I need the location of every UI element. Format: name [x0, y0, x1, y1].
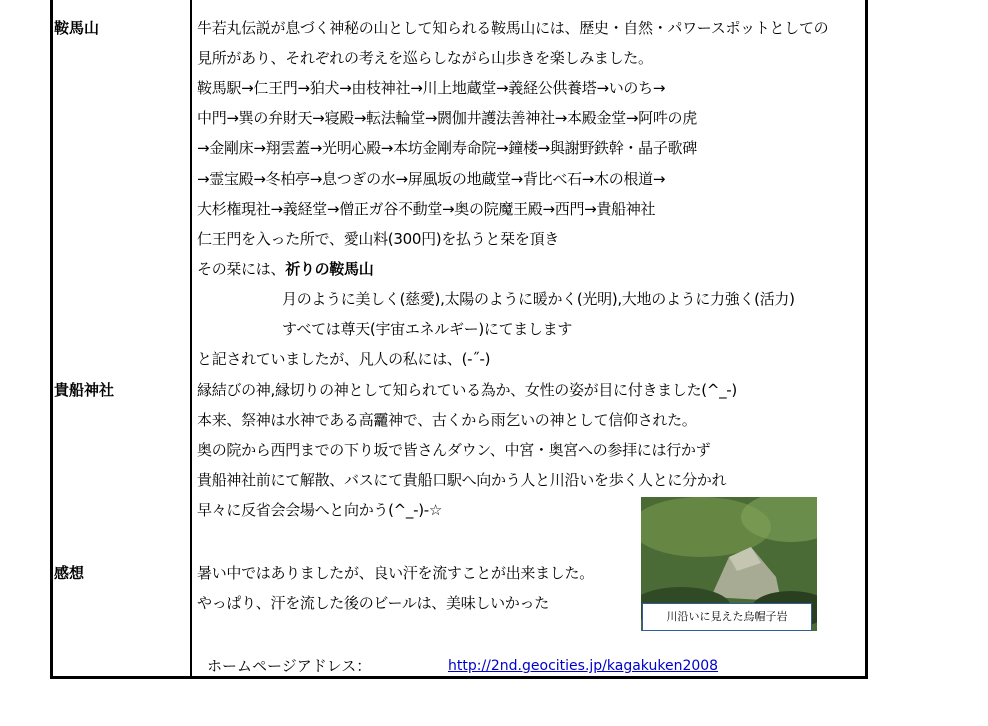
- text-line: と記されていましたが、凡人の私には、(-˝-): [197, 350, 491, 368]
- text-line: →金剛床→翔雲蓋→光明心殿→本坊金剛寿命院→鐘楼→與謝野鉄幹・晶子歌碑: [197, 139, 697, 157]
- text-line: すべては尊天(宇宙エネルギー)にてまします: [282, 320, 573, 338]
- text-line: 早々に反省会会場へと向かう(^_-)-☆: [197, 501, 443, 519]
- text-line: 見所があり、それぞれの考えを巡らしながら山歩きを楽しみました。: [197, 49, 653, 67]
- label-kanso: 感想: [54, 564, 85, 582]
- label-kifune: 貴船神社: [54, 381, 115, 399]
- bold-phrase: 祈りの鞍馬山: [285, 260, 374, 278]
- text-line: やっぱり、汗を流した後のビールは、美味しいかった: [197, 594, 549, 612]
- text-line: 鞍馬駅→仁王門→狛犬→由枝神社→川上地蔵堂→義経公供養塔→いのち→: [197, 79, 666, 97]
- text-line: 本来、祭神は水神である高龗神で、古くから雨乞いの神として信仰された。: [197, 411, 697, 429]
- text-line: 仁王門を入った所で、愛山料(300円)を払うと栞を頂き: [197, 230, 559, 248]
- text-line: 貴船神社前にて解散、バスにて貴船口駅へ向かう人と川沿いを歩く人とに分かれ: [197, 471, 727, 489]
- homepage-link[interactable]: http://2nd.geocities.jp/kagakuken2008: [448, 658, 719, 674]
- homepage-label: ホームページアドレス：: [207, 657, 372, 675]
- text-line: 大杉権現社→義経堂→僧正ガ谷不動堂→奥の院魔王殿→西門→貴船神社: [197, 200, 656, 218]
- text-line: 月のように美しく(慈愛),太陽のように暖かく(光明),大地のように力強く(活力): [282, 290, 795, 308]
- text-line: 中門→巽の弁財天→寝殿→転法輪堂→閼伽井護法善神社→本殿金堂→阿吽の虎: [197, 109, 697, 127]
- text-line: 牛若丸伝説が息づく神秘の山として知られる鞍馬山には、歴史・自然・パワースポットとしての: [197, 19, 829, 37]
- text-line: [197, 259, 373, 279]
- text-line: 縁結びの神,縁切りの神として知られている為か、女性の姿が目に付きました(^_-): [197, 381, 737, 399]
- label-kurama: 鞍馬山: [54, 19, 100, 37]
- text-line: 奥の院から西門までの下り坂で皆さんダウン、中宮・奥宮への参拝には行かず: [197, 441, 711, 459]
- text-line: 暑い中ではありましたが、良い汗を流すことが出来ました。: [197, 564, 594, 582]
- text-line: →霊宝殿→冬柏亭→息つぎの水→屏風坂の地蔵堂→背比べ石→木の根道→: [197, 170, 666, 188]
- column-divider: [190, 0, 192, 678]
- photo-caption: 川沿いに見えた烏帽子岩: [642, 603, 812, 631]
- text-prefix: その栞には、: [197, 260, 286, 278]
